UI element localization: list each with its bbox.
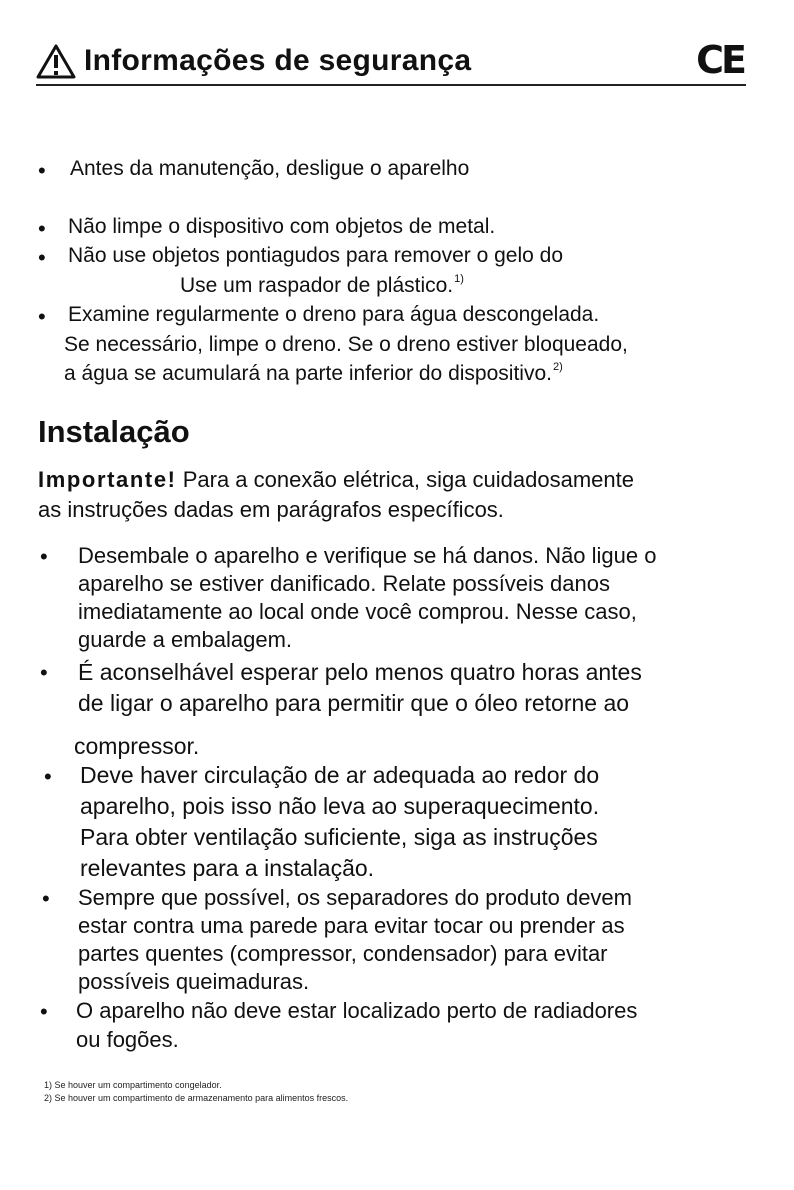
bullet-icon: • [44,764,52,789]
bullet-icon: • [38,216,46,241]
footnote-1: 1) Se houver um compartimento congelador. [44,1080,222,1090]
important-label: Importante! [38,467,177,492]
safety-line-3: Não use objetos pontiagudos para remover o gelo do [68,244,563,267]
bullet-icon: • [40,660,48,685]
footnote-ref-2: 2) [552,361,563,373]
install-line-9: aparelho, pois isso não leva ao superaquecimento. [80,793,600,819]
install-line-17: ou fogões. [76,1027,179,1052]
bullet-icon: • [42,886,50,911]
install-line-13: estar contra uma parede para evitar tocar ou prender as [78,913,625,938]
install-line-10: Para obter ventilação suficiente, siga as instruções [80,824,598,850]
install-line-14: partes quentes (compressor, condensador) para evitar [78,941,608,966]
install-line-11: relevantes para a instalação. [80,855,375,881]
bullet-icon: • [38,245,46,270]
bullet-icon: • [38,158,46,183]
safety-line-7: a água se acumulará na parte inferior do dispositivo.$^{2)}$ [64,361,563,385]
install-line-6: de ligar o aparelho para permitir que o óleo retorne ao [78,690,630,716]
page-header [36,40,746,86]
installation-intro-line-1: Importante! Para a conexão elétrica, siga cuidadosamente [38,467,635,492]
installation-intro-line-2: as instruções dadas em parágrafos específicos. [38,497,504,522]
install-line-1: Desembale o aparelho e verifique se há danos. Não ligue o [78,543,657,568]
install-line-2: aparelho se estiver danificado. Relate possíveis danos [78,571,610,596]
install-line-16: O aparelho não deve estar localizado perto de radiadores [76,998,638,1023]
ce-mark: CE [696,38,744,82]
install-line-15: possíveis queimaduras. [78,969,310,994]
footnote-ref-1: 1) [454,273,464,285]
safety-line-6: Se necessário, limpe o dreno. Se o dreno estiver bloqueado, [64,333,628,356]
install-line-5: É aconselhável esperar pelo menos quatro horas antes [78,659,642,685]
safety-line-2: Não limpe o dispositivo com objetos de metal. [68,215,496,238]
install-line-3: imediatamente ao local onde você comprou. Nesse caso, [78,599,637,624]
bullet-icon: • [40,999,48,1024]
section-title-installation: Instalação [38,414,190,449]
bullet-icon: • [40,544,48,569]
page-title: Informações de segurança [84,44,472,77]
install-line-4: guarde a embalagem. [78,627,293,652]
safety-line-4: Use um raspador de plástico.$^{1)}$ [180,273,464,297]
safety-line-1: Antes da manutenção, desligue o aparelho [70,157,470,180]
install-line-8: Deve haver circulação de ar adequada ao redor do [80,762,600,788]
install-line-12: Sempre que possível, os separadores do produto devem [78,885,632,910]
warning-icon [36,44,76,80]
install-line-7: compressor. [74,733,200,759]
safety-line-5: Examine regularmente o dreno para água descongelada. [68,303,600,326]
footnote-2: 2) Se houver um compartimento de armazenamento para alimentos frescos. [44,1093,349,1103]
bullet-icon: • [38,304,46,329]
